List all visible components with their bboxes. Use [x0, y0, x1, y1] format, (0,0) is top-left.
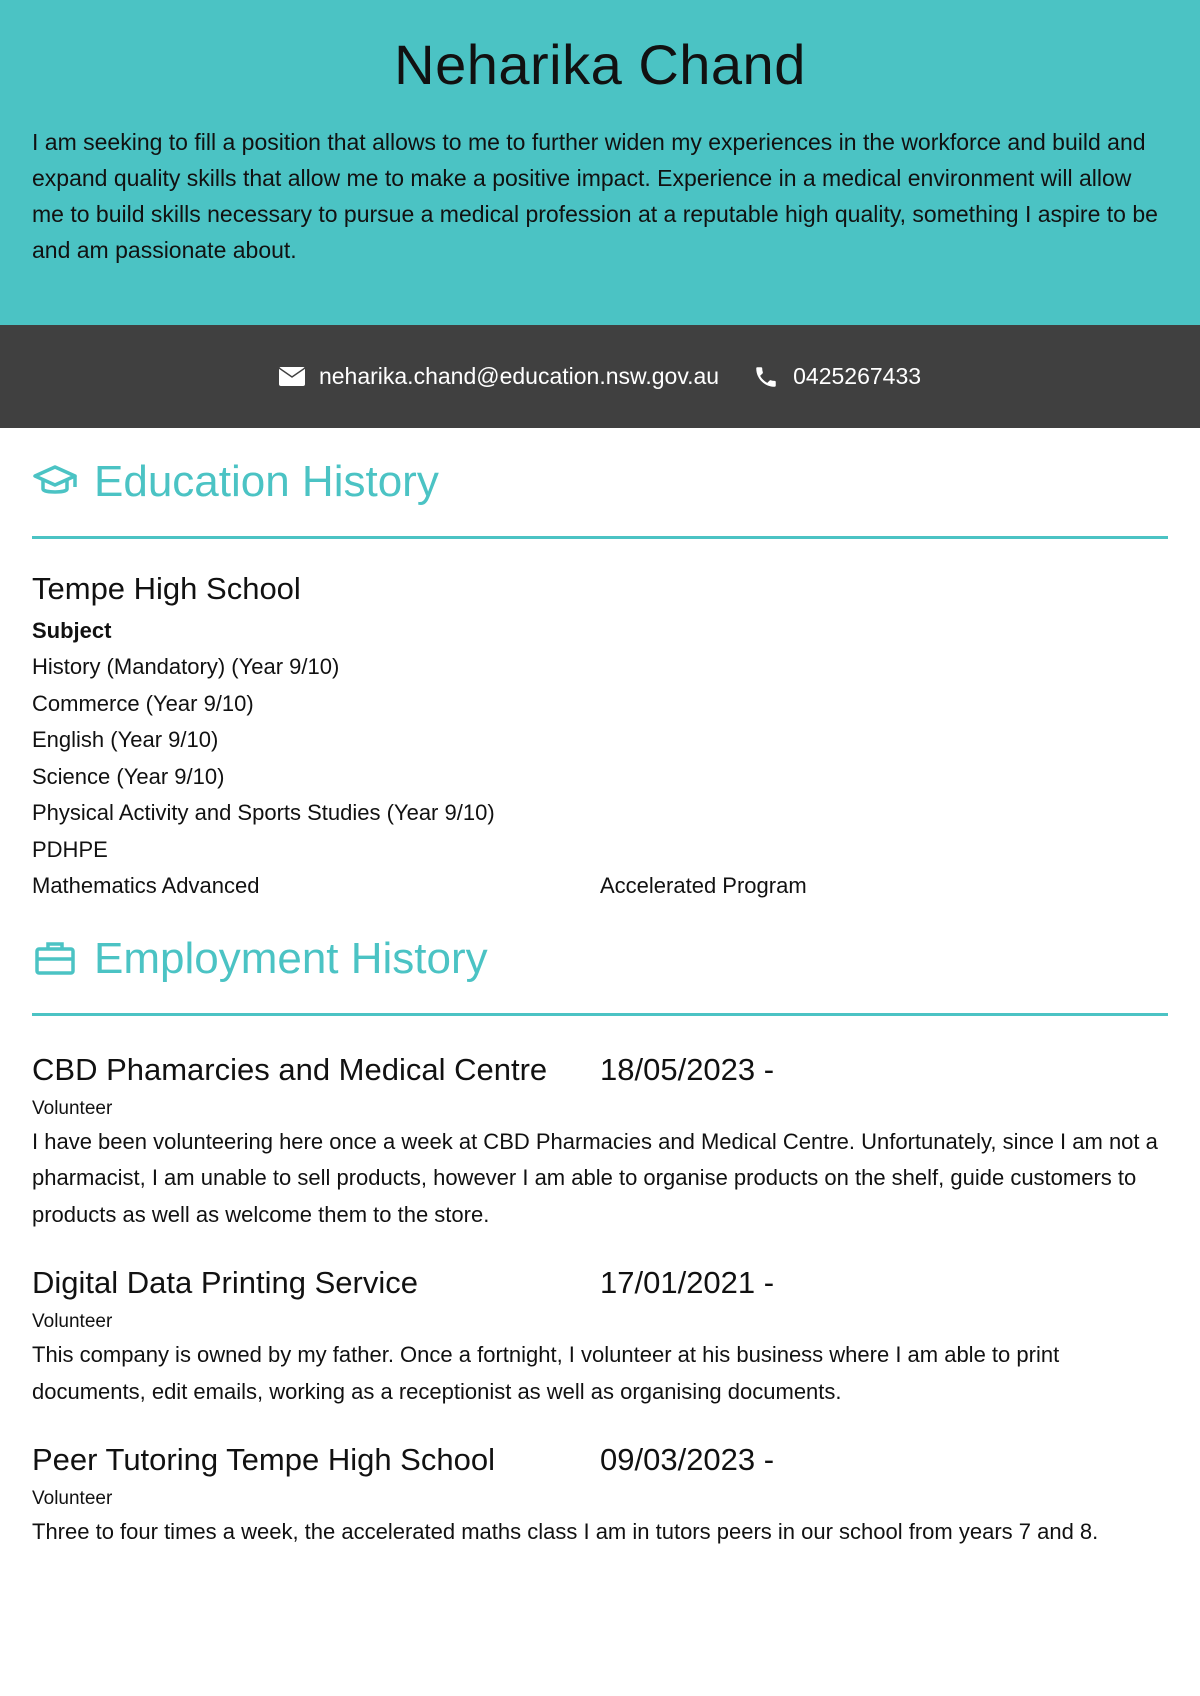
- job-role: Volunteer: [32, 1311, 113, 1332]
- subject-name: PDHPE: [32, 836, 108, 862]
- phone-number[interactable]: 0425267433: [793, 363, 922, 389]
- subject-row: [32, 832, 1168, 869]
- subject-row: [32, 649, 1168, 686]
- subject-name: English (Year 9/10): [32, 727, 219, 752]
- education-section: [32, 428, 1168, 905]
- job-title: Peer Tutoring Tempe High School: [32, 1442, 495, 1477]
- graduation-cap-icon: [32, 462, 78, 502]
- employment-header: [32, 905, 1168, 1013]
- job-heading: [32, 1263, 1168, 1303]
- subject-heading: Subject: [32, 618, 112, 643]
- education-header: [32, 428, 1168, 536]
- email-address[interactable]: neharika.chand@education.nsw.gov.au: [318, 363, 720, 389]
- job-heading: [32, 1050, 1168, 1090]
- job-description: I have been volunteering here once a week at CBD Pharmacies and Medical Centre. Unfortunately, since I am not a pharmacist, I am unable to sell products, however I am able to organise products on the shelf, guide customers to products as well as welcome them to the store.: [32, 1128, 1158, 1227]
- resume-header: [0, 0, 1200, 325]
- employment-title: Employment History: [94, 933, 488, 983]
- contact-email: [279, 363, 719, 390]
- subject-row: [32, 759, 1168, 796]
- subject-row: [32, 868, 1168, 905]
- subject-name: Science (Year 9/10): [32, 763, 225, 789]
- career-summary: I am seeking to fill a position that allows to me to further widen my experiences in the workforce and build and expand quality skills that allow me to make a positive impact. Experience in a medical environment will allow me to build skills necessary to pursue a medical profession at a reputable high quality, something I aspire to be and am passionate about.: [32, 129, 1158, 263]
- job-entry: [32, 1263, 1168, 1410]
- job-date: 18/05/2023 -: [600, 1051, 775, 1087]
- subject-name: Mathematics Advanced: [32, 873, 260, 898]
- job-role: Volunteer: [32, 1097, 113, 1119]
- job-entry: [32, 1440, 1168, 1551]
- briefcase-icon: [32, 939, 78, 979]
- subject-name: Commerce (Year 9/10): [32, 690, 254, 716]
- subject-row: [32, 686, 1168, 723]
- subject-note: Accelerated Program: [600, 873, 807, 898]
- phone-icon: [753, 364, 779, 390]
- contact-phone: [753, 363, 921, 390]
- job-description: This company is owned by my father. Once a fortnight, I volunteer at his business where I am able to print documents, edit emails, working as a receptionist as well as organising documents.: [32, 1342, 1060, 1404]
- employment-section: [32, 905, 1168, 1551]
- job-title: CBD Phamarcies and Medical Centre: [32, 1051, 548, 1087]
- resume-body: [0, 428, 1200, 1551]
- subject-row: [32, 722, 1168, 759]
- subject-name: History (Mandatory) (Year 9/10): [32, 654, 340, 679]
- education-entry: [32, 539, 1168, 905]
- job-date: 17/01/2021 -: [600, 1265, 775, 1300]
- job-entry: [32, 1050, 1168, 1234]
- education-title: Education History: [94, 457, 439, 506]
- candidate-name: Neharika Chand: [394, 33, 806, 96]
- subject-name: Physical Activity and Sports Studies (Year 9/10): [32, 800, 495, 825]
- employment-divider: [32, 1013, 1168, 1016]
- job-heading: [32, 1440, 1168, 1480]
- subject-row: [32, 795, 1168, 832]
- school-name: Tempe High School: [32, 571, 301, 606]
- envelope-icon: [279, 367, 305, 386]
- job-title: Digital Data Printing Service: [32, 1265, 418, 1300]
- contact-bar: [0, 325, 1200, 428]
- job-description: Three to four times a week, the accelerated maths class I am in tutors peers in our school from years 7 and 8.: [32, 1519, 1099, 1544]
- job-date: 09/03/2023 -: [600, 1442, 775, 1477]
- job-role: Volunteer: [32, 1488, 113, 1509]
